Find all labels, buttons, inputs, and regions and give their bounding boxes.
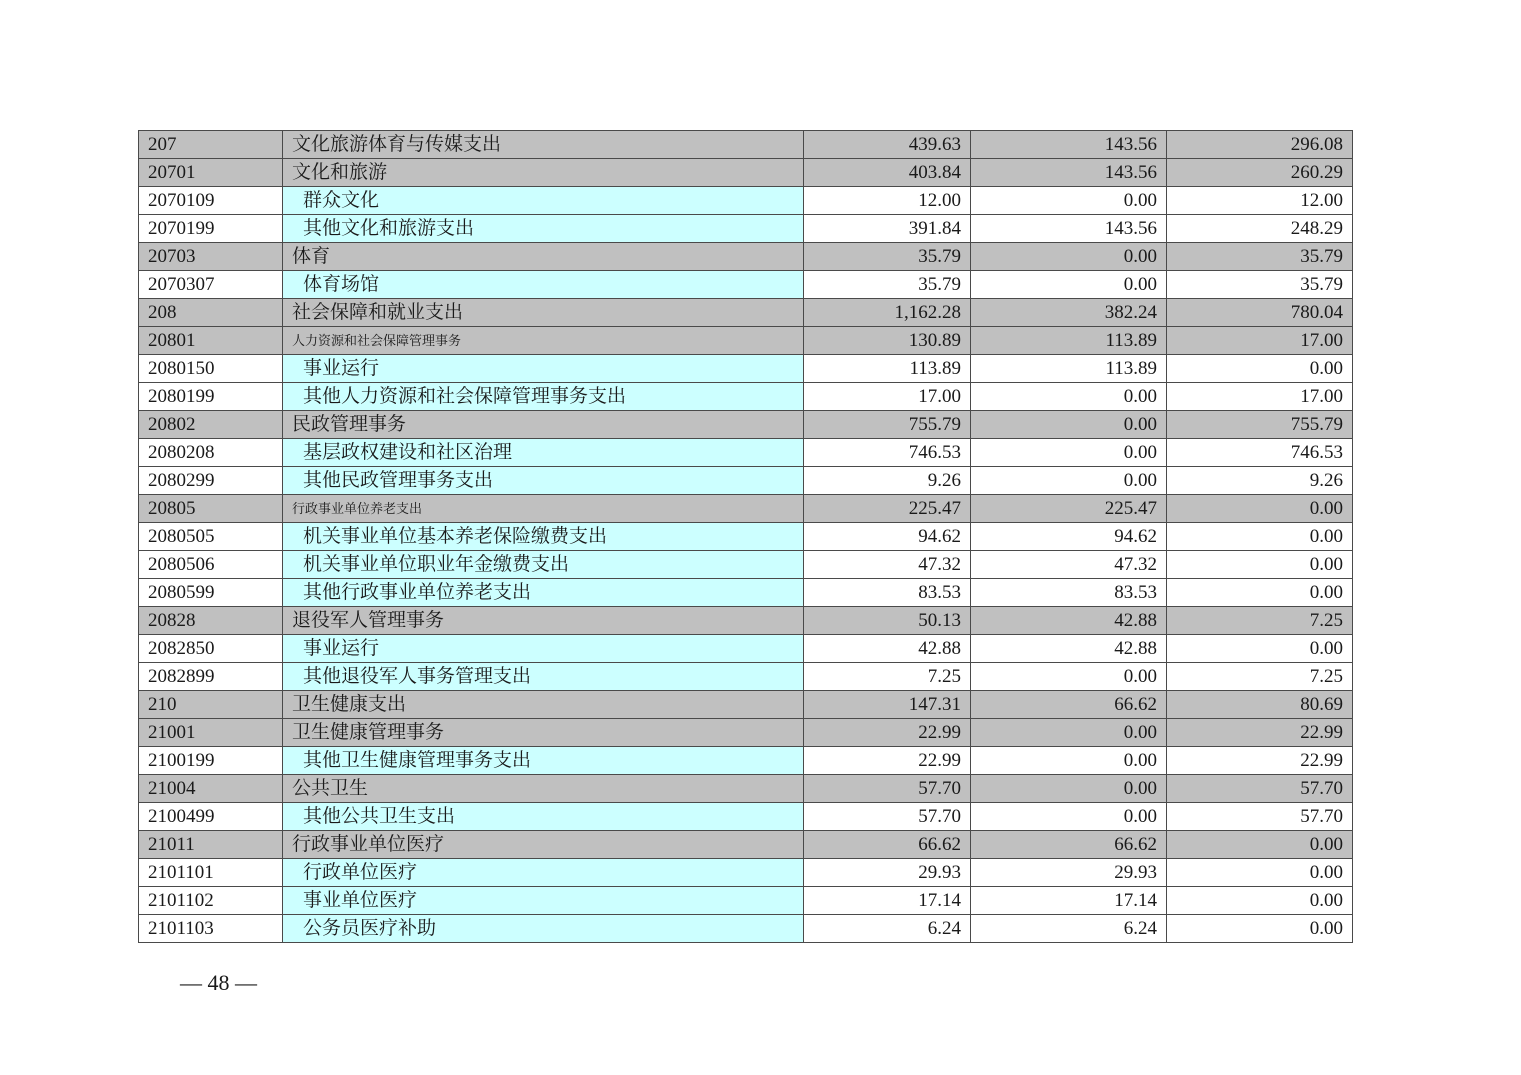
project-expenditure-cell: 755.79 bbox=[1167, 411, 1353, 439]
subject-code-cell: 2080299 bbox=[139, 467, 283, 495]
table-row bbox=[139, 607, 1353, 635]
basic-expenditure-cell: 143.56 bbox=[971, 159, 1167, 187]
table-row bbox=[139, 579, 1353, 607]
total-amount-cell: 9.26 bbox=[804, 467, 971, 495]
total-amount-cell: 47.32 bbox=[804, 551, 971, 579]
total-amount-cell: 147.31 bbox=[804, 691, 971, 719]
total-amount-cell: 83.53 bbox=[804, 579, 971, 607]
total-amount-cell: 7.25 bbox=[804, 663, 971, 691]
basic-expenditure-cell: 42.88 bbox=[971, 635, 1167, 663]
project-expenditure-cell: 9.26 bbox=[1167, 467, 1353, 495]
subject-code-cell: 2070307 bbox=[139, 271, 283, 299]
subject-name-cell: 体育 bbox=[283, 243, 804, 271]
table-row bbox=[139, 887, 1353, 915]
total-amount-cell: 17.14 bbox=[804, 887, 971, 915]
table-row bbox=[139, 215, 1353, 243]
project-expenditure-cell: 0.00 bbox=[1167, 859, 1353, 887]
basic-expenditure-cell: 0.00 bbox=[971, 747, 1167, 775]
project-expenditure-cell: 780.04 bbox=[1167, 299, 1353, 327]
subject-name-cell: 人力资源和社会保障管理事务 bbox=[283, 327, 804, 355]
basic-expenditure-cell: 143.56 bbox=[971, 215, 1167, 243]
subject-code-cell: 21011 bbox=[139, 831, 283, 859]
subject-code-cell: 2080599 bbox=[139, 579, 283, 607]
table-row bbox=[139, 831, 1353, 859]
project-expenditure-cell: 22.99 bbox=[1167, 747, 1353, 775]
basic-expenditure-cell: 0.00 bbox=[971, 439, 1167, 467]
total-amount-cell: 1,162.28 bbox=[804, 299, 971, 327]
project-expenditure-cell: 0.00 bbox=[1167, 887, 1353, 915]
total-amount-cell: 57.70 bbox=[804, 775, 971, 803]
subject-name-cell: 卫生健康管理事务 bbox=[283, 719, 804, 747]
total-amount-cell: 35.79 bbox=[804, 243, 971, 271]
subject-code-cell: 20701 bbox=[139, 159, 283, 187]
table-row bbox=[139, 411, 1353, 439]
basic-expenditure-cell: 0.00 bbox=[971, 663, 1167, 691]
project-expenditure-cell: 22.99 bbox=[1167, 719, 1353, 747]
basic-expenditure-cell: 0.00 bbox=[971, 803, 1167, 831]
table-row bbox=[139, 187, 1353, 215]
table-row bbox=[139, 803, 1353, 831]
project-expenditure-cell: 35.79 bbox=[1167, 243, 1353, 271]
subject-name-cell: 文化旅游体育与传媒支出 bbox=[283, 131, 804, 159]
table-row bbox=[139, 439, 1353, 467]
project-expenditure-cell: 260.29 bbox=[1167, 159, 1353, 187]
subject-code-cell: 2101103 bbox=[139, 915, 283, 943]
page-number: — 48 — bbox=[180, 970, 257, 995]
basic-expenditure-cell: 0.00 bbox=[971, 243, 1167, 271]
project-expenditure-cell: 0.00 bbox=[1167, 915, 1353, 943]
subject-name-cell: 民政管理事务 bbox=[283, 411, 804, 439]
subject-name-cell: 卫生健康支出 bbox=[283, 691, 804, 719]
subject-code-cell: 2080150 bbox=[139, 355, 283, 383]
total-amount-cell: 391.84 bbox=[804, 215, 971, 243]
table-row bbox=[139, 495, 1353, 523]
basic-expenditure-cell: 6.24 bbox=[971, 915, 1167, 943]
subject-name-cell: 行政事业单位养老支出 bbox=[283, 495, 804, 523]
subject-code-cell: 2100499 bbox=[139, 803, 283, 831]
total-amount-cell: 746.53 bbox=[804, 439, 971, 467]
project-expenditure-cell: 17.00 bbox=[1167, 383, 1353, 411]
table-row bbox=[139, 551, 1353, 579]
table-row bbox=[139, 355, 1353, 383]
subject-name-cell: 退役军人管理事务 bbox=[283, 607, 804, 635]
basic-expenditure-cell: 66.62 bbox=[971, 691, 1167, 719]
project-expenditure-cell: 0.00 bbox=[1167, 523, 1353, 551]
project-expenditure-cell: 0.00 bbox=[1167, 579, 1353, 607]
total-amount-cell: 113.89 bbox=[804, 355, 971, 383]
table-row bbox=[139, 243, 1353, 271]
subject-name-cell: 其他行政事业单位养老支出 bbox=[283, 579, 804, 607]
total-amount-cell: 22.99 bbox=[804, 747, 971, 775]
table-row bbox=[139, 131, 1353, 159]
subject-name-cell: 其他文化和旅游支出 bbox=[283, 215, 804, 243]
total-amount-cell: 22.99 bbox=[804, 719, 971, 747]
subject-name-cell: 公共卫生 bbox=[283, 775, 804, 803]
subject-name-cell: 基层政权建设和社区治理 bbox=[283, 439, 804, 467]
subject-code-cell: 2101101 bbox=[139, 859, 283, 887]
subject-name-cell: 其他人力资源和社会保障管理事务支出 bbox=[283, 383, 804, 411]
subject-code-cell: 210 bbox=[139, 691, 283, 719]
subject-code-cell: 20801 bbox=[139, 327, 283, 355]
subject-code-cell: 207 bbox=[139, 131, 283, 159]
subject-code-cell: 208 bbox=[139, 299, 283, 327]
project-expenditure-cell: 0.00 bbox=[1167, 635, 1353, 663]
subject-name-cell: 体育场馆 bbox=[283, 271, 804, 299]
subject-name-cell: 事业运行 bbox=[283, 355, 804, 383]
table-row bbox=[139, 327, 1353, 355]
basic-expenditure-cell: 83.53 bbox=[971, 579, 1167, 607]
subject-name-cell: 社会保障和就业支出 bbox=[283, 299, 804, 327]
basic-expenditure-cell: 113.89 bbox=[971, 327, 1167, 355]
subject-code-cell: 20805 bbox=[139, 495, 283, 523]
total-amount-cell: 35.79 bbox=[804, 271, 971, 299]
table-row bbox=[139, 775, 1353, 803]
basic-expenditure-cell: 0.00 bbox=[971, 411, 1167, 439]
subject-name-cell: 文化和旅游 bbox=[283, 159, 804, 187]
total-amount-cell: 403.84 bbox=[804, 159, 971, 187]
subject-code-cell: 21004 bbox=[139, 775, 283, 803]
basic-expenditure-cell: 225.47 bbox=[971, 495, 1167, 523]
subject-code-cell: 2080208 bbox=[139, 439, 283, 467]
basic-expenditure-cell: 0.00 bbox=[971, 271, 1167, 299]
table-row bbox=[139, 635, 1353, 663]
basic-expenditure-cell: 17.14 bbox=[971, 887, 1167, 915]
subject-code-cell: 2080505 bbox=[139, 523, 283, 551]
table-row bbox=[139, 299, 1353, 327]
subject-name-cell: 事业运行 bbox=[283, 635, 804, 663]
subject-name-cell: 事业单位医疗 bbox=[283, 887, 804, 915]
table-row bbox=[139, 719, 1353, 747]
project-expenditure-cell: 35.79 bbox=[1167, 271, 1353, 299]
subject-code-cell: 2080506 bbox=[139, 551, 283, 579]
table-row bbox=[139, 271, 1353, 299]
subject-name-cell: 机关事业单位职业年金缴费支出 bbox=[283, 551, 804, 579]
subject-code-cell: 21001 bbox=[139, 719, 283, 747]
subject-code-cell: 2080199 bbox=[139, 383, 283, 411]
subject-code-cell: 2082850 bbox=[139, 635, 283, 663]
total-amount-cell: 29.93 bbox=[804, 859, 971, 887]
basic-expenditure-cell: 66.62 bbox=[971, 831, 1167, 859]
basic-expenditure-cell: 0.00 bbox=[971, 383, 1167, 411]
total-amount-cell: 755.79 bbox=[804, 411, 971, 439]
project-expenditure-cell: 746.53 bbox=[1167, 439, 1353, 467]
project-expenditure-cell: 0.00 bbox=[1167, 495, 1353, 523]
total-amount-cell: 94.62 bbox=[804, 523, 971, 551]
project-expenditure-cell: 80.69 bbox=[1167, 691, 1353, 719]
table-row bbox=[139, 383, 1353, 411]
table-row bbox=[139, 747, 1353, 775]
table-row bbox=[139, 691, 1353, 719]
subject-code-cell: 20802 bbox=[139, 411, 283, 439]
total-amount-cell: 12.00 bbox=[804, 187, 971, 215]
table-row bbox=[139, 859, 1353, 887]
basic-expenditure-cell: 113.89 bbox=[971, 355, 1167, 383]
subject-name-cell: 其他民政管理事务支出 bbox=[283, 467, 804, 495]
subject-code-cell: 2070109 bbox=[139, 187, 283, 215]
table-body bbox=[139, 131, 1353, 943]
subject-name-cell: 行政单位医疗 bbox=[283, 859, 804, 887]
subject-name-cell: 其他公共卫生支出 bbox=[283, 803, 804, 831]
table-row bbox=[139, 915, 1353, 943]
project-expenditure-cell: 0.00 bbox=[1167, 551, 1353, 579]
budget-table bbox=[138, 130, 1353, 943]
total-amount-cell: 50.13 bbox=[804, 607, 971, 635]
project-expenditure-cell: 0.00 bbox=[1167, 355, 1353, 383]
project-expenditure-cell: 57.70 bbox=[1167, 803, 1353, 831]
project-expenditure-cell: 7.25 bbox=[1167, 607, 1353, 635]
subject-name-cell: 行政事业单位医疗 bbox=[283, 831, 804, 859]
basic-expenditure-cell: 42.88 bbox=[971, 607, 1167, 635]
table-row bbox=[139, 159, 1353, 187]
project-expenditure-cell: 248.29 bbox=[1167, 215, 1353, 243]
total-amount-cell: 6.24 bbox=[804, 915, 971, 943]
total-amount-cell: 66.62 bbox=[804, 831, 971, 859]
total-amount-cell: 439.63 bbox=[804, 131, 971, 159]
subject-name-cell: 机关事业单位基本养老保险缴费支出 bbox=[283, 523, 804, 551]
basic-expenditure-cell: 0.00 bbox=[971, 187, 1167, 215]
table-row bbox=[139, 523, 1353, 551]
subject-code-cell: 2101102 bbox=[139, 887, 283, 915]
basic-expenditure-cell: 0.00 bbox=[971, 467, 1167, 495]
basic-expenditure-cell: 29.93 bbox=[971, 859, 1167, 887]
basic-expenditure-cell: 47.32 bbox=[971, 551, 1167, 579]
subject-code-cell: 2070199 bbox=[139, 215, 283, 243]
table-row bbox=[139, 663, 1353, 691]
subject-name-cell: 其他退役军人事务管理支出 bbox=[283, 663, 804, 691]
basic-expenditure-cell: 0.00 bbox=[971, 775, 1167, 803]
subject-code-cell: 2100199 bbox=[139, 747, 283, 775]
subject-name-cell: 其他卫生健康管理事务支出 bbox=[283, 747, 804, 775]
total-amount-cell: 17.00 bbox=[804, 383, 971, 411]
total-amount-cell: 225.47 bbox=[804, 495, 971, 523]
project-expenditure-cell: 12.00 bbox=[1167, 187, 1353, 215]
project-expenditure-cell: 57.70 bbox=[1167, 775, 1353, 803]
table-row bbox=[139, 467, 1353, 495]
subject-name-cell: 公务员医疗补助 bbox=[283, 915, 804, 943]
basic-expenditure-cell: 94.62 bbox=[971, 523, 1167, 551]
project-expenditure-cell: 0.00 bbox=[1167, 831, 1353, 859]
subject-code-cell: 2082899 bbox=[139, 663, 283, 691]
total-amount-cell: 57.70 bbox=[804, 803, 971, 831]
project-expenditure-cell: 17.00 bbox=[1167, 327, 1353, 355]
project-expenditure-cell: 296.08 bbox=[1167, 131, 1353, 159]
basic-expenditure-cell: 0.00 bbox=[971, 719, 1167, 747]
total-amount-cell: 42.88 bbox=[804, 635, 971, 663]
basic-expenditure-cell: 382.24 bbox=[971, 299, 1167, 327]
basic-expenditure-cell: 143.56 bbox=[971, 131, 1167, 159]
subject-code-cell: 20703 bbox=[139, 243, 283, 271]
project-expenditure-cell: 7.25 bbox=[1167, 663, 1353, 691]
subject-name-cell: 群众文化 bbox=[283, 187, 804, 215]
total-amount-cell: 130.89 bbox=[804, 327, 971, 355]
subject-code-cell: 20828 bbox=[139, 607, 283, 635]
